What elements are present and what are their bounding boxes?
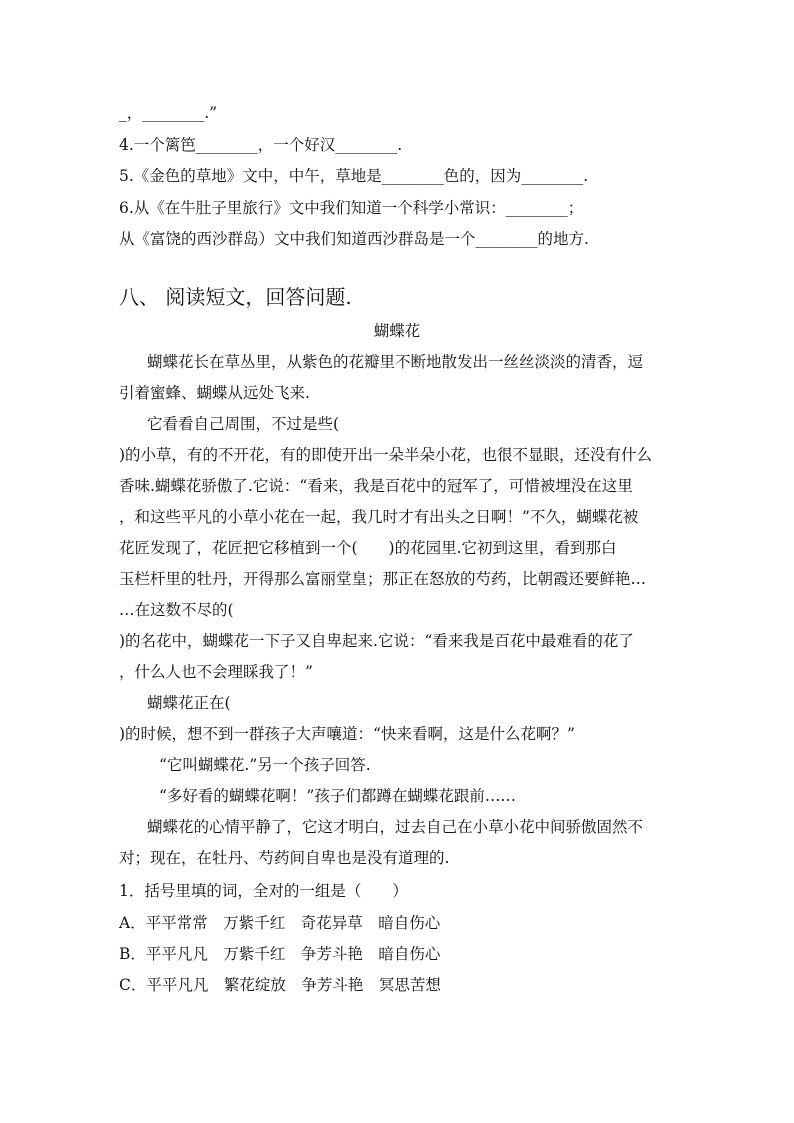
fill-blank-item-5: 5.《金色的草地》文中，中午，草地是________色的，因为________. (119, 167, 589, 185)
passage-line: 它看看自己周围，不过是些( (147, 415, 340, 433)
option-b: B．平平凡凡 万紫千红 争芳斗艳 暗自伤心 (119, 945, 441, 963)
passage-line: 花匠发现了，花匠把它移植到一个( )的花园里.它初到这里，看到那白 (119, 539, 617, 557)
passage-line: )的小草，有的不开花，有的即使开出一朵半朵小花，也很不显眼，还没有什么 (119, 446, 653, 464)
passage-line: 引着蜜蜂、蝴蝶从远处飞来. (119, 384, 310, 402)
fill-blank-item-6-continued: 从《富饶的西沙群岛）文中我们知道西沙群岛是一个________的地方. (119, 230, 589, 248)
fill-blank-item-4: 4.一个篱笆________，一个好汉________. (119, 136, 403, 154)
passage-line: “多好看的蝴蝶花啊！”孩子们都蹲在蝴蝶花跟前…… (159, 787, 516, 805)
passage-title: 蝴蝶花 (373, 322, 421, 340)
passage-line: ，什么人也不会理睬我了！” (119, 663, 313, 681)
passage-line: 蝴蝶花正在( (147, 694, 231, 712)
fill-blank-line-continuation: _，________.” (119, 104, 218, 122)
question-1: 1．括号里填的词，全对的一组是（ ） (119, 882, 408, 900)
passage-line: )的时候，想不到一群孩子大声嚷道：“快来看啊，这是什么花啊？” (119, 725, 575, 743)
passage-line: “它叫蝴蝶花.”另一个孩子回答. (159, 756, 371, 774)
passage-line: 蝴蝶花的心情平静了，它这才明白，过去自己在小草小花中间骄傲固然不 (147, 818, 644, 836)
passage-line: …在这数不尽的( (119, 601, 234, 619)
fill-blank-item-6: 6.从《在牛肚子里旅行》文中我们知道一个科学小常识：________； (119, 199, 584, 217)
passage-line: 玉栏杆里的牡丹，开得那么富丽堂皇；那正在怒放的芍药，比朝霞还要鲜艳… (119, 570, 647, 588)
option-c: C．平平凡凡 繁花绽放 争芳斗艳 冥思苦想 (119, 976, 441, 994)
option-a: A．平平常常 万紫千红 奇花异草 暗自伤心 (119, 914, 441, 932)
passage-line: 对；现在，在牡丹、芍药间自卑也是没有道理的. (119, 849, 450, 867)
passage-line: )的名花中，蝴蝶花一下子又自卑起来.它说：“看来我是百花中最难看的花了 (119, 632, 634, 650)
passage-line: 蝴蝶花长在草丛里，从紫色的花瓣里不断地散发出一丝丝淡淡的清香，逗 (147, 353, 644, 371)
section-heading: 八、 阅读短文，回答问题. (119, 285, 352, 309)
passage-line: 香味.蝴蝶花骄傲了.它说：“看来，我是百花中的冠军了，可惜被埋没在这里 (119, 477, 633, 495)
passage-line: ，和这些平凡的小草小花在一起，我几时才有出头之日啊！”不久，蝴蝶花被 (119, 508, 639, 526)
